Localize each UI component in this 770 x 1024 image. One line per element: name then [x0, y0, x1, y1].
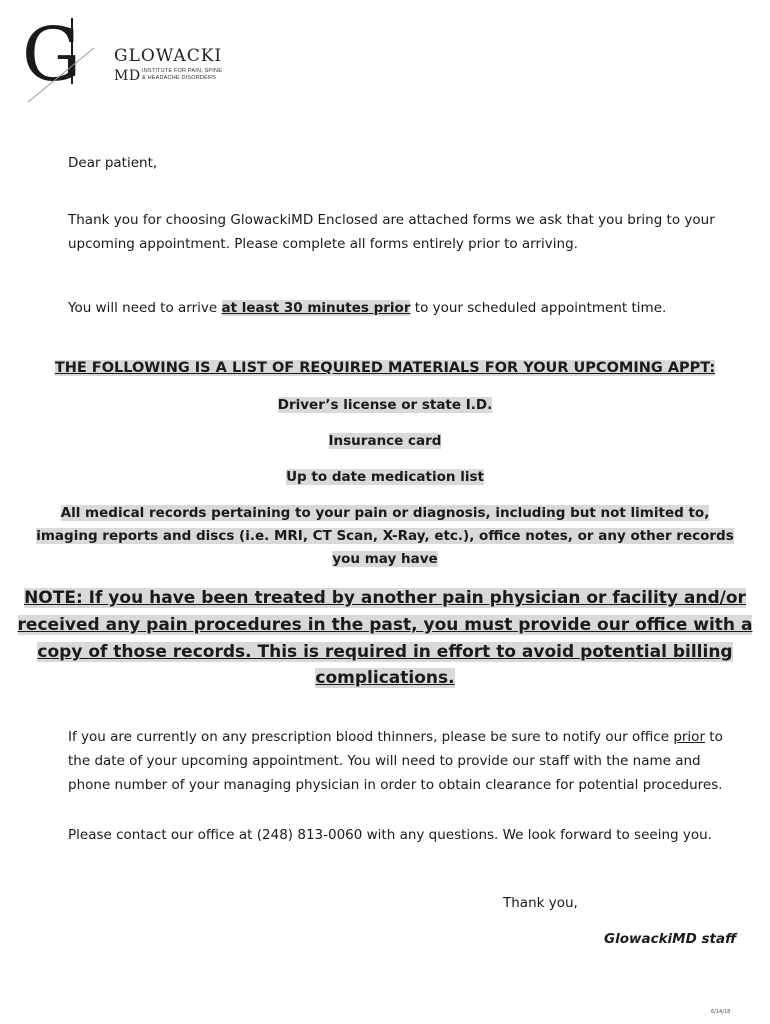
intro-line-1: Thank you for choosing GlowackiMD Enclosed are attached forms we ask that you bring to your: [68, 212, 715, 228]
arrival-emphasis: at least 30 minutes prior: [221, 300, 411, 316]
logo-name: GLOWACKI: [114, 46, 223, 66]
note-line-2: received any pain procedures in the past, you must provide our office with a: [17, 615, 753, 635]
footer-date: 6/14/18: [711, 1009, 731, 1015]
logo-tagline-line-2: & HEADACHE DISORDERS: [142, 75, 216, 81]
item-medication-list: Up to date medication list: [286, 469, 484, 485]
logo-tagline: [142, 68, 222, 82]
sign-off: Thank you,: [503, 895, 578, 911]
item-drivers-license: Driver’s license or state I.D.: [277, 397, 493, 413]
greeting: Dear patient,: [68, 155, 158, 171]
thinners-text-before: If you are currently on any prescription blood thinners, please be sure to notify our office: [68, 729, 674, 745]
arrival-instruction: [68, 296, 666, 320]
thinners-emphasis: prior: [673, 729, 705, 745]
item-medical-records-line-3: you may have: [332, 551, 438, 567]
thinners-text-after: to: [705, 729, 723, 745]
arrival-text-before: You will need to arrive: [68, 300, 222, 316]
required-materials-heading: THE FOLLOWING IS A LIST OF REQUIRED MATERIALS FOR YOUR UPCOMING APPT:: [54, 360, 716, 376]
clinic-logo: [22, 18, 223, 104]
blood-thinners-line-1: [68, 725, 723, 749]
note-line-3: copy of those records. This is required in effort to avoid potential billing: [37, 642, 733, 662]
item-insurance-card: Insurance card: [328, 433, 442, 449]
logo-md: MD: [114, 68, 141, 84]
svg-text:G: G: [22, 18, 82, 98]
note-line-4: complications.: [315, 668, 455, 688]
arrival-text-after: to your scheduled appointment time.: [410, 300, 667, 316]
signature: GlowackiMD staff: [604, 931, 737, 947]
logo-tagline-line-1: INSTITUTE FOR PAIN, SPINE: [142, 68, 223, 74]
item-medical-records-line-2: imaging reports and discs (i.e. MRI, CT Scan, X-Ray, etc.), office notes, or any other records: [36, 528, 734, 544]
intro-line-2: upcoming appointment. Please complete all forms entirely prior to arriving.: [68, 236, 578, 252]
blood-thinners-line-2: the date of your upcoming appointment. You will need to provide our staff with the name and: [68, 753, 701, 769]
contact-paragraph: Please contact our office at (248) 813-0060 with any questions. We look forward to seeing you.: [68, 827, 712, 843]
blood-thinners-line-3: phone number of your managing physician in order to obtain clearance for potential procedures.: [68, 777, 723, 793]
note-line-1: NOTE: If you have been treated by another pain physician or facility and/or: [24, 588, 746, 608]
item-medical-records-line-1: All medical records pertaining to your pain or diagnosis, including but not limited to,: [60, 505, 710, 521]
